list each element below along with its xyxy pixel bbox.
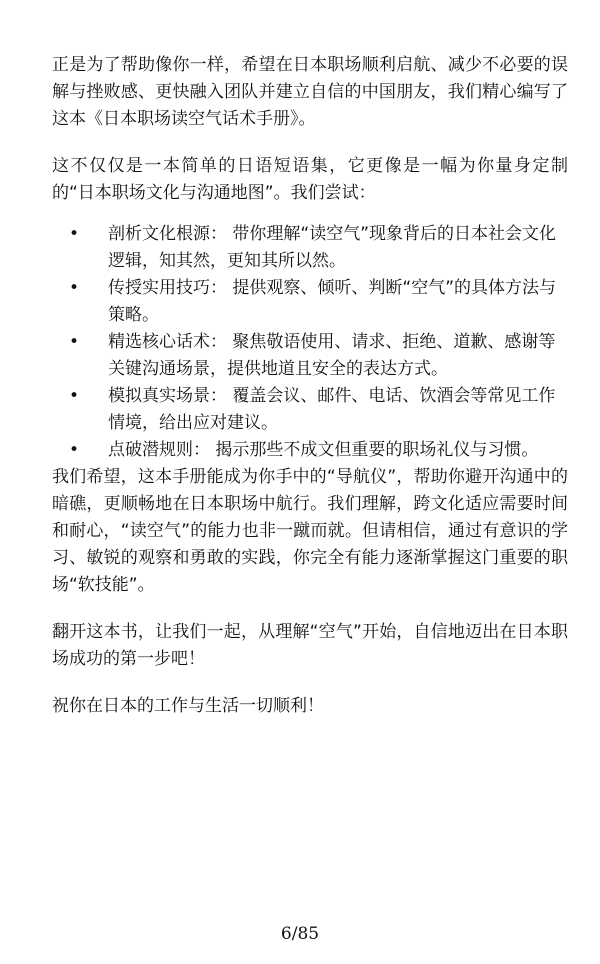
- bullet-icon: •: [68, 278, 80, 298]
- page-content: [52, 52, 568, 740]
- bullet-icon: •: [68, 440, 80, 460]
- page-number: 6/85: [280, 924, 320, 944]
- list-item-text: 精选核心话术： 聚焦敬语使用、请求、拒绝、道歉、感谢等关键沟通场景，提供地道且安全的表达方式。: [108, 332, 556, 379]
- paragraph-purpose: 这不仅仅是一本简单的日语短语集，它更像是一幅为你量身定制的“日本职场文化与沟通地图”。我们尝试：: [52, 156, 568, 203]
- bullet-icon: •: [68, 386, 80, 406]
- list-item-text: 模拟真实场景： 覆盖会议、邮件、电话、饮酒会等常见工作情境，给出应对建议。: [108, 386, 556, 433]
- bullet-list: [52, 221, 568, 464]
- paragraph-hope: 我们希望，这本手册能成为你手中的“导航仪”，帮助你避开沟通中的暗礁，更顺畅地在日本职场中航行。我们理解，跨文化适应需要时间和耐心，“读空气”的能力也非一蹴而就。但请相信，通过有意识的学习、敏锐的观察和勇敢的实践，你完全有能力逐渐掌握这门重要的职场“软技能”。: [52, 467, 568, 595]
- paragraph-intro: 正是为了帮助像你一样，希望在日本职场顺利启航、减少不必要的误解与挫败感、更快融入团队并建立自信的中国朋友，我们精心编写了这本《日本职场读空气话术手册》。: [52, 55, 568, 129]
- paragraph-wish: 祝你在日本的工作与生活一切顺利！: [52, 696, 324, 716]
- list-item-text: 传授实用技巧： 提供观察、倾听、判断“空气”的具体方法与策略。: [108, 278, 557, 325]
- list-item: [52, 221, 568, 275]
- list-item: [52, 275, 568, 329]
- list-item: [52, 329, 568, 383]
- list-item-text: 剖析文化根源： 带你理解“读空气”现象背后的日本社会文化逻辑，知其然，更知其所以然。: [108, 224, 557, 271]
- bullet-icon: •: [68, 224, 80, 244]
- list-item: [52, 437, 568, 464]
- list-item: [52, 383, 568, 437]
- list-item-text: 点破潜规则： 揭示那些不成文但重要的职场礼仪与习惯。: [108, 440, 539, 460]
- paragraph-invite: 翻开这本书，让我们一起，从理解“空气”开始，自信地迈出在日本职场成功的第一步吧！: [52, 622, 568, 669]
- bullet-icon: •: [68, 332, 80, 352]
